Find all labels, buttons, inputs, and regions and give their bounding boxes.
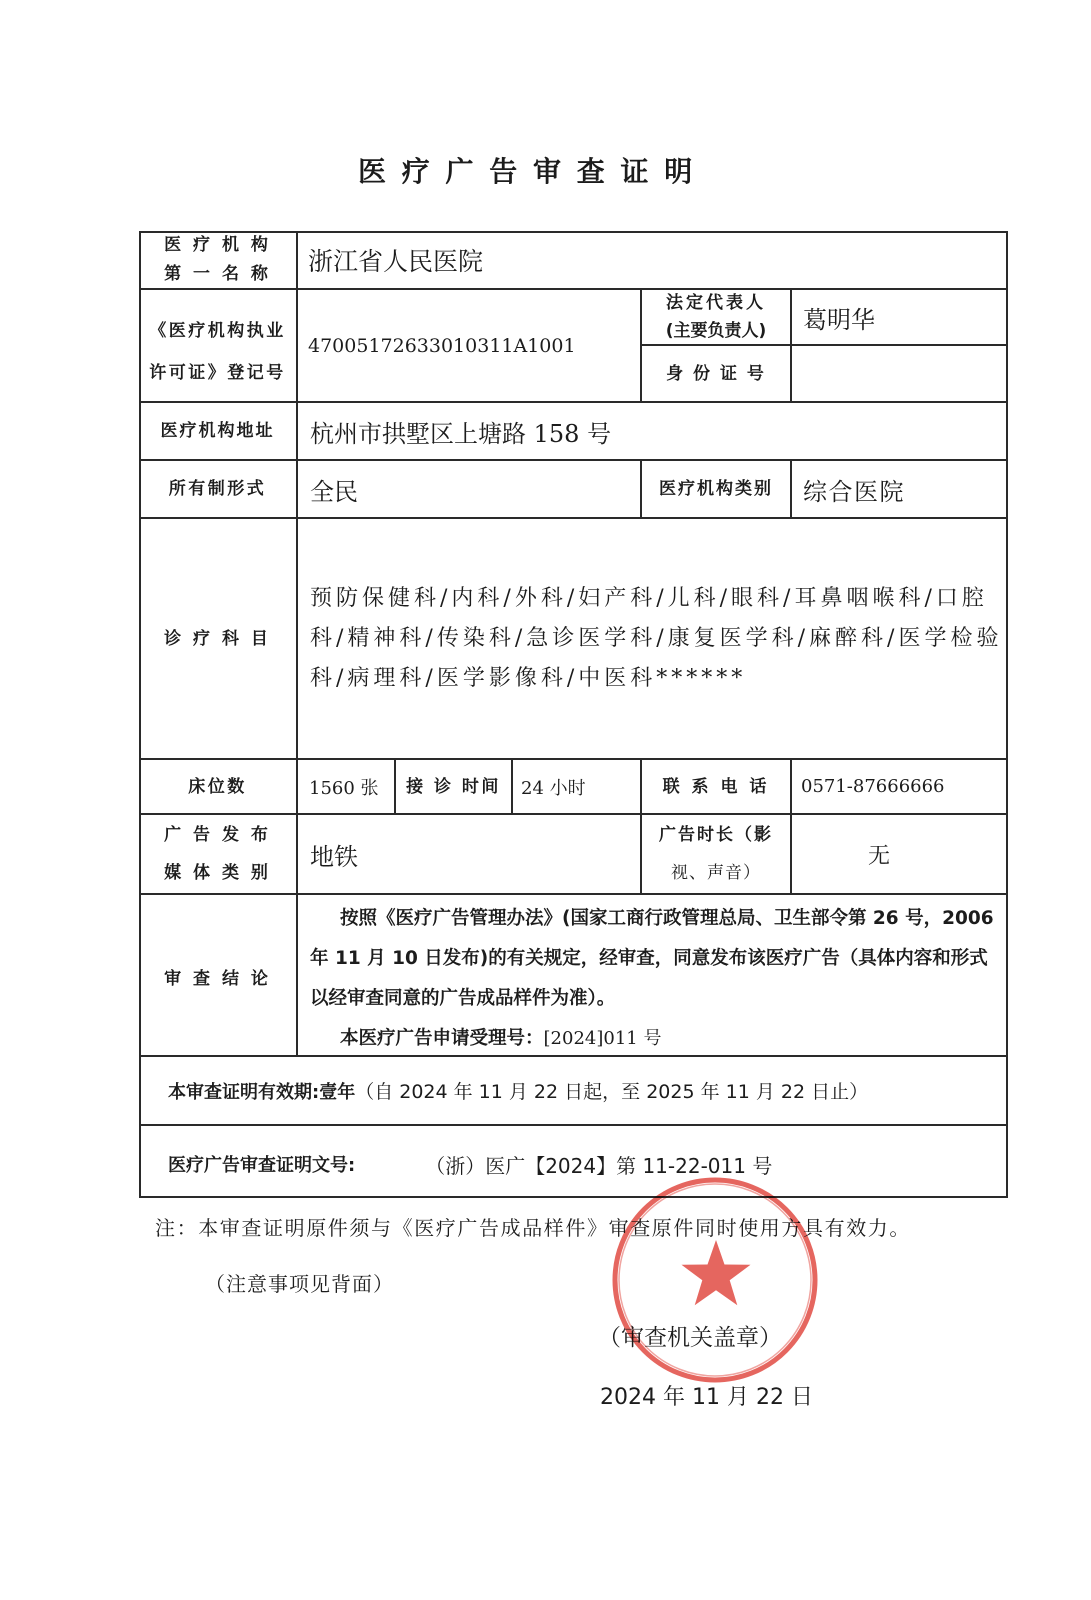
address-value: 杭州市拱墅区上塘路 158 号 [310,419,612,448]
conclusion-line: 年 11 月 10 日发布)的有关规定，经审查，同意发布该医疗广告（具体内容和形式 [310,948,988,969]
subjects-label-text: 诊 疗 科 目 [164,628,271,649]
validity-note: 注：本审查证明原件须与《医疗广告成品样件》审查原件同时使用方具有效力。 [155,1216,911,1240]
subjects-line: 科/病理科/医学影像科/中医科****** [310,665,747,691]
document-number-row [139,1126,1008,1198]
ownership-label-text: 所有制形式 [168,479,267,499]
document-number-value: （浙）医广【2024】第 11-22-011 号 [425,1153,773,1178]
legal-rep-label-line2: (主要负责人) [665,321,767,341]
media-label [139,815,298,895]
address-label-text: 医疗机构地址 [160,421,275,441]
legal-rep-label-line1: 法定代表人 [666,293,766,313]
subjects-cell [298,519,1008,760]
address-cell [298,403,1008,461]
duration-label-line1: 广告时长（影 [659,825,773,845]
application-number-label: 本医疗广告申请受理号： [340,1028,544,1049]
conclusion-label [139,895,298,1057]
duration-label-line2: 视、声音） [671,863,761,883]
media-label-line2: 媒 体 类 别 [164,863,271,883]
seal-caption: （审查机关盖章） [598,1325,782,1351]
ownership-cell [298,461,642,519]
validity-label: 本审查证明有效期: [168,1081,320,1103]
media-label-line1: 广 告 发 布 [164,825,271,845]
reception-hours-value: 24 小时 [521,777,586,799]
conclusion-cell [298,895,1008,1057]
institution-name-cell [298,231,1008,290]
license-number: 47005172633010311A1001 [308,334,576,357]
conclusion-label-text: 审 查 结 论 [164,969,271,989]
application-number-line [310,1019,1006,1059]
validity-range: （自 2024 年 11 月 22 日起，至 2025 年 11 月 22 日止） [355,1081,869,1103]
license-label [139,290,298,403]
institution-name-value: 浙江省人民医院 [308,246,484,276]
phone-cell [792,760,1008,815]
ownership-label [139,461,298,519]
reception-hours-label [396,760,513,815]
phone-label [642,760,792,815]
category-value: 综合医院 [803,477,905,506]
id-number-cell [792,346,1008,403]
media-value: 地铁 [310,842,358,871]
legal-rep-label [642,290,792,346]
id-number-label-text: 身 份 证 号 [666,363,766,384]
issue-date: 2024 年 11 月 22 日 [600,1385,813,1410]
star-icon [682,1240,751,1305]
conclusion-line: 以经审查同意的广告成品样件为准）。 [310,988,616,1009]
validity-row [139,1057,1008,1126]
license-label-line2: 许可证》登记号 [149,362,286,383]
validity-period: 壹年 [319,1081,356,1103]
phone-value: 0571-87666666 [801,776,945,797]
legal-rep-cell [792,290,1008,346]
reception-hours-label-text: 接 诊 时间 [406,776,501,797]
subjects-line: 预防保健科/内科/外科/妇产科/儿科/眼科/耳鼻咽喉科/口腔 [310,585,988,611]
phone-label-text: 联 系 电 话 [662,776,770,797]
page-title: 医 疗 广 告 审 查 证 明 [358,155,696,188]
address-label [139,403,298,461]
application-number-value: [2024]011 号 [543,1028,662,1049]
beds-label [139,760,298,815]
document-number-label: 医疗广告审查证明文号: [168,1155,356,1176]
reception-hours-cell [513,760,642,815]
form-table [139,231,1008,1198]
category-label [642,461,792,519]
institution-name-label-line2: 第 一 名 称 [164,263,271,284]
duration-label [642,815,792,895]
beds-label-text: 床位数 [188,776,247,797]
media-cell [298,815,642,895]
duration-value: 无 [868,843,891,869]
institution-name-label [139,231,298,290]
id-number-label [642,346,792,403]
subjects-label [139,519,298,760]
category-cell [792,461,1008,519]
license-cell [298,290,642,403]
subjects-line: 科/精神科/传染科/急诊医学科/康复医学科/麻醉科/医学检验 [310,625,1003,651]
duration-cell [792,815,1008,895]
license-label-line1: 《医疗机构执业 [149,320,286,341]
beds-cell [298,760,396,815]
back-page-note: （注意事项见背面） [205,1272,394,1296]
category-label-text: 医疗机构类别 [659,479,773,499]
institution-name-label-line1: 医 疗 机 构 [164,234,271,255]
ownership-value: 全民 [310,477,358,506]
legal-rep-value: 葛明华 [803,305,875,334]
conclusion-line: 按照《医疗广告管理办法》(国家工商行政管理总局、卫生部令第 26 号，2006 [340,908,994,929]
beds-value: 1560 张 [309,777,379,799]
